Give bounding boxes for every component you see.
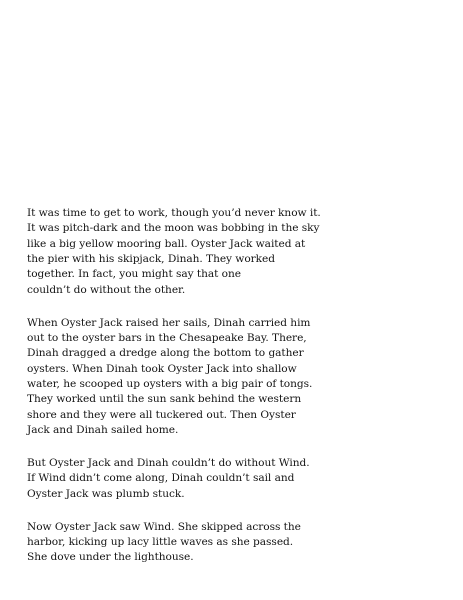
text-line: like a big yellow mooring ball. Oyster Jack waited at xyxy=(27,237,306,250)
text-line: But Oyster Jack and Dinah couldn’t do without Wind. xyxy=(27,457,310,469)
text-line: couldn’t do without the other. xyxy=(27,283,186,296)
text-line: It was pitch-dark and the moon was bobbing in the sky xyxy=(27,222,320,235)
paragraph-4 xyxy=(27,520,447,566)
text-line: Now Oyster Jack saw Wind. She skipped across the xyxy=(27,520,301,533)
text-line: When Oyster Jack raised her sails, Dinah carried him xyxy=(27,316,311,329)
text-line: the pier with his skipjack, Dinah. They worked xyxy=(27,253,275,266)
text-line: harbor, kicking up lacy little waves as she passed. xyxy=(27,535,294,548)
text-line: She dove under the lighthouse. xyxy=(27,551,194,564)
text-line: They worked until the sun sank behind the western xyxy=(27,393,302,406)
text-line: out to the oyster bars in the Chesapeake Bay. There, xyxy=(27,332,307,344)
text-line: oysters. When Dinah took Oyster Jack into shallow xyxy=(27,362,297,375)
text-line: shore and they were all tuckered out. Then Oyster xyxy=(27,408,296,421)
text-line: Oyster Jack was plumb stuck. xyxy=(27,487,185,500)
text-line: Jack and Dinah sailed home. xyxy=(27,424,179,437)
paragraph-2 xyxy=(27,316,447,439)
paragraph-3 xyxy=(27,456,447,502)
text-line: If Wind didn’t come along, Dinah couldn’t sail and xyxy=(27,472,295,485)
text-line: together. In fact, you might say that one xyxy=(27,268,241,281)
text-line: Dinah dragged a dredge along the bottom to gather xyxy=(27,347,304,360)
text-line: It was time to get to work, though you’d never know it. xyxy=(27,207,321,219)
text-line: water, he scooped up oysters with a big pair of tongs. xyxy=(27,378,313,391)
story-text xyxy=(27,206,447,583)
paragraph-1 xyxy=(27,206,447,298)
